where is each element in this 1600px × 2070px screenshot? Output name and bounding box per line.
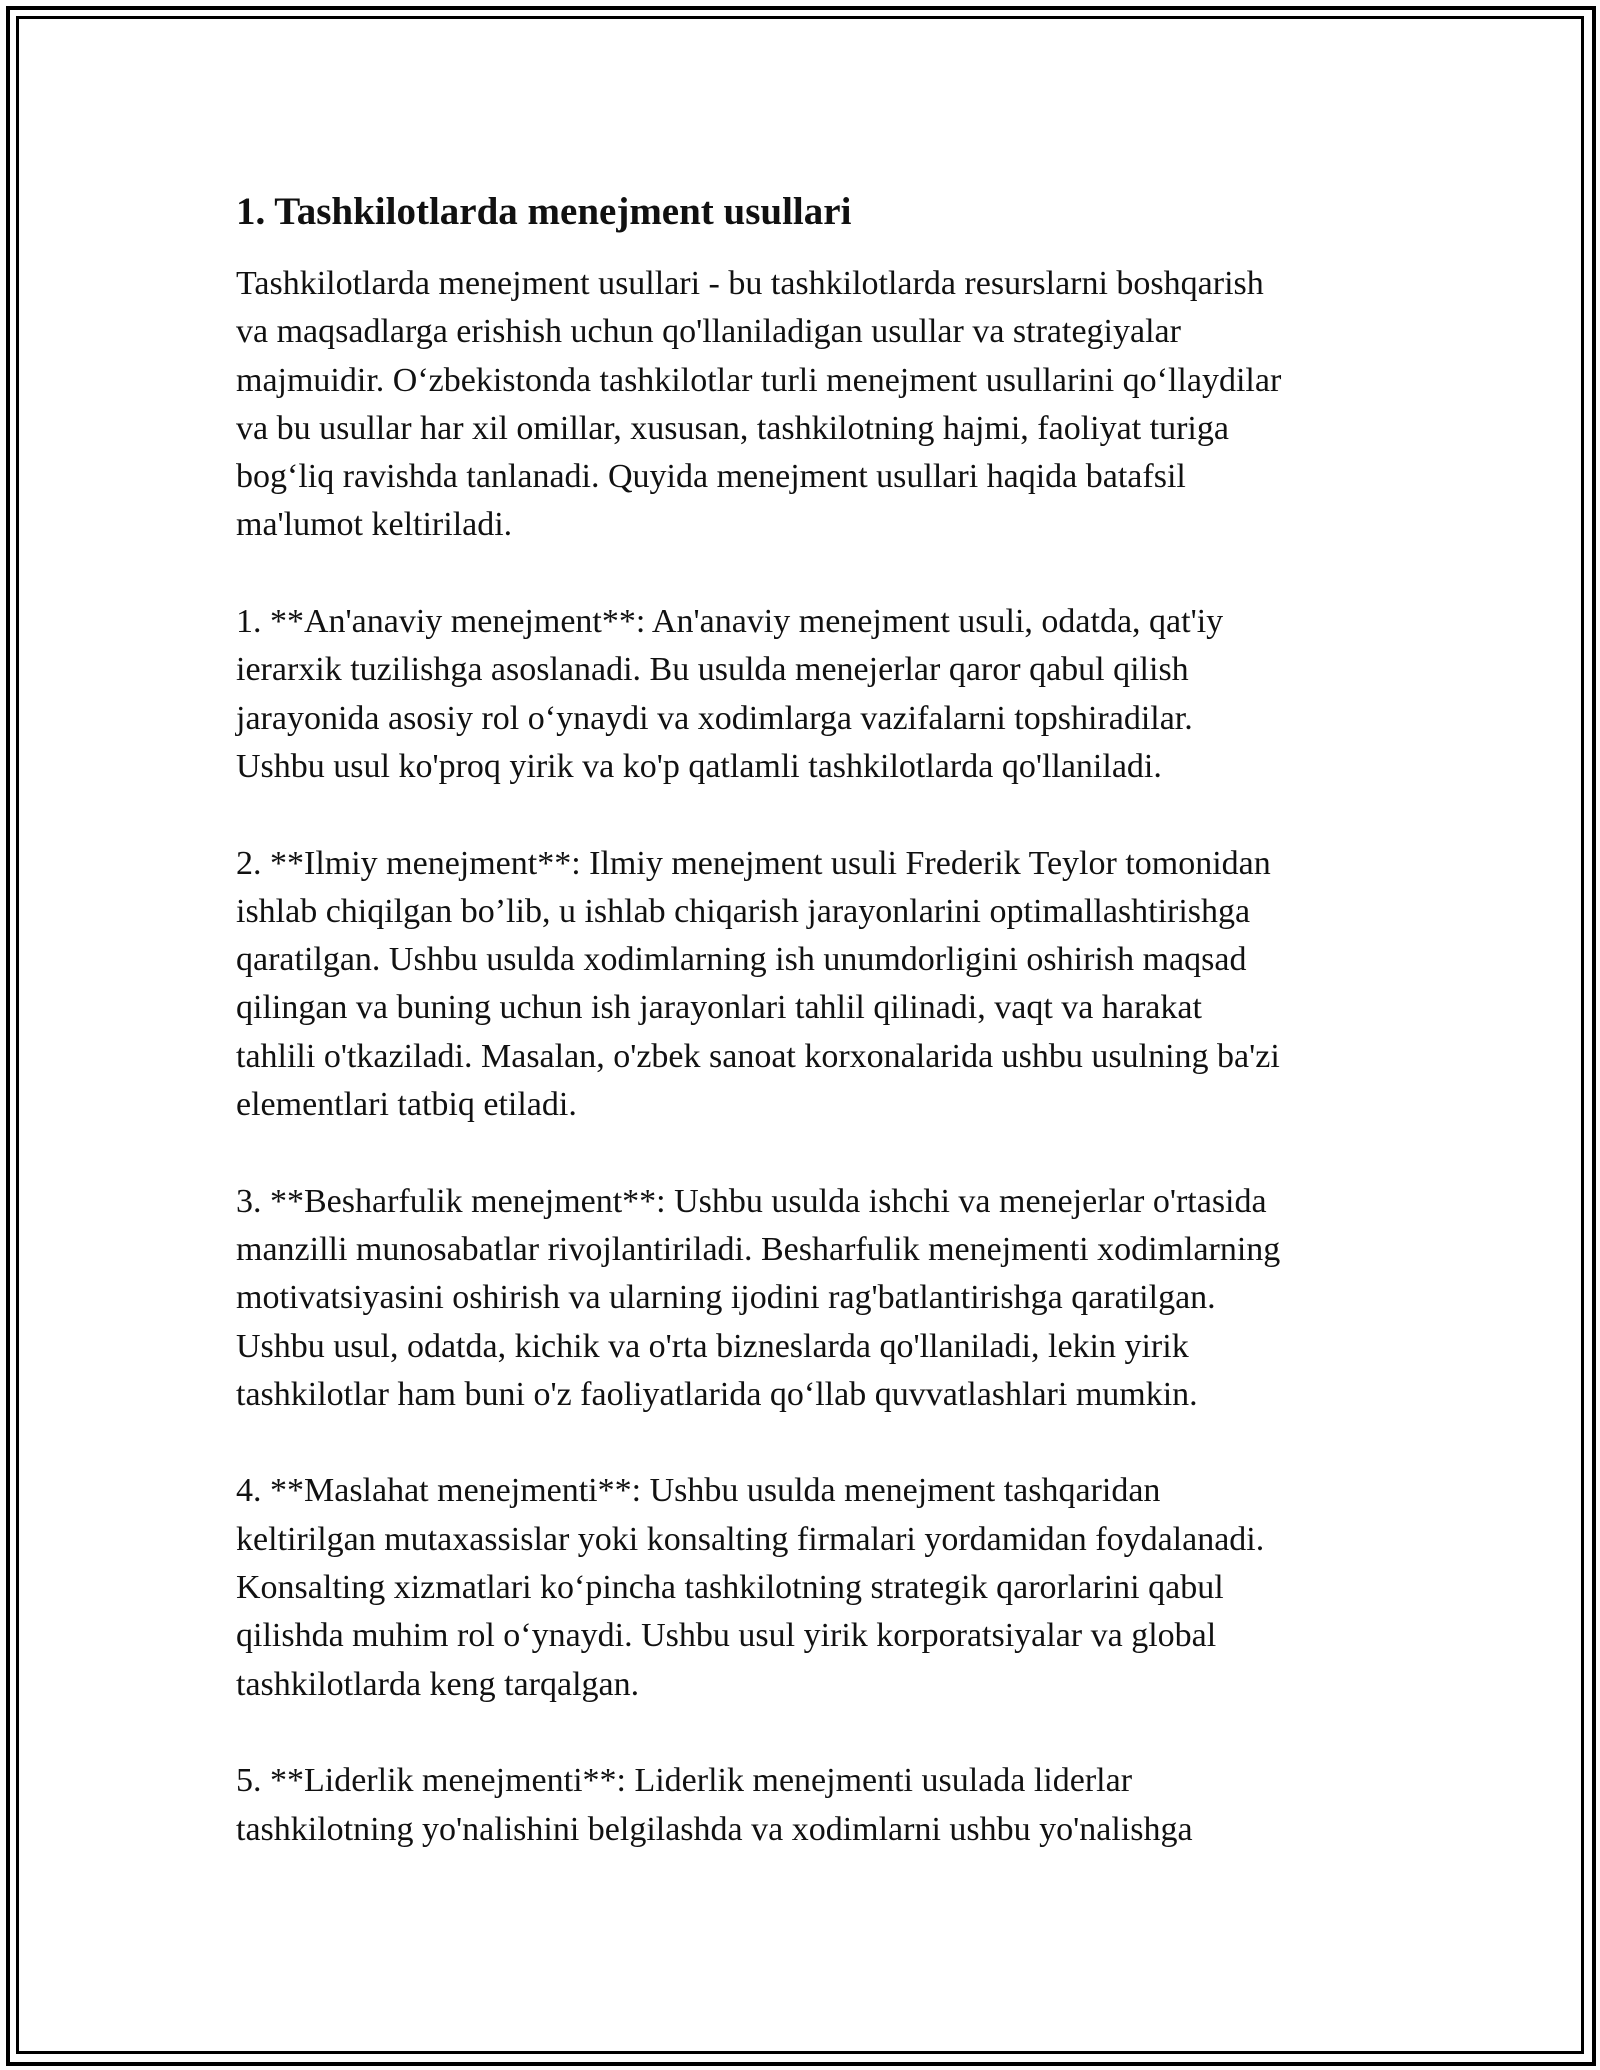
text-line: Ushbu usul, odatda, kichik va o'rta bizneslarda qo'llaniladi, lekin yirik (236, 1327, 1189, 1365)
paragraph-1 (236, 260, 1396, 550)
text-line: motivatsiyasini oshirish va ularning ijodini rag'batlantirishga qaratilgan. (236, 1279, 1216, 1317)
text-line: va maqsadlarga erishish uchun qo'llaniladigan usullar va strategiyalar (236, 313, 1181, 351)
text-line: tashkilotlarda keng tarqalgan. (236, 1665, 640, 1703)
text-line: qilingan va buning uchun ish jarayonlari tahlil qilinadi, vaqt va harakat (236, 989, 1202, 1027)
text-line: ma'lumot keltiriladi. (236, 506, 513, 544)
paragraph-5 (236, 1467, 1396, 1708)
paragraph-2 (236, 598, 1396, 791)
text-line: ishlab chiqilgan bo’lib, u ishlab chiqarish jarayonlarini optimallashtirishga (236, 892, 1251, 930)
text-line: 4. **Maslahat menejmenti**: Ushbu usulda menejment tashqaridan (236, 1472, 1161, 1510)
text-line: Ushbu usul ko'proq yirik va ko'p qatlamli tashkilotlarda qo'llaniladi. (236, 747, 1162, 785)
text-line: va bu usullar har xil omillar, xususan, tashkilotning hajmi, faoliyat turiga (236, 409, 1229, 447)
text-line: bog‘liq ravishda tanlanadi. Quyida menejment usullari haqida batafsil (236, 458, 1186, 496)
text-line: Tashkilotlarda menejment usullari - bu tashkilotlarda resurslarni boshqarish (236, 265, 1264, 302)
text-line: elementlari tatbiq etiladi. (236, 1086, 577, 1124)
paragraph-list (236, 260, 1396, 1854)
text-line: majmuidir. O‘zbekistonda tashkilotlar turli menejment usullarini qo‘llaydilar (236, 361, 1282, 399)
document-body (236, 182, 1396, 1902)
paragraph-6 (236, 1757, 1396, 1854)
text-line: tashkilotlar ham buni o'z faoliyatlarida qo‘llab quvvatlashlari mumkin. (236, 1375, 1198, 1413)
text-line: tahlili o'tkaziladi. Masalan, o'zbek sanoat korxonalarida ushbu usulning ba'zi (236, 1037, 1280, 1075)
section-heading: 1. Tashkilotlarda menejment usullari (236, 190, 852, 233)
text-line: tashkilotning yo'nalishini belgilashda va xodimlarni ushbu yo'nalishga (236, 1810, 1193, 1848)
text-line: qaratilgan. Ushbu usulda xodimlarning ish unumdorligini oshirish maqsad (236, 941, 1247, 979)
text-line: jarayonida asosiy rol o‘ynaydi va xodimlarga vazifalarni topshiradilar. (236, 699, 1193, 737)
text-line: qilishda muhim rol o‘ynaydi. Ushbu usul yirik korporatsiyalar va global (236, 1617, 1217, 1655)
text-line: 1. **An'anaviy menejment**: An'anaviy menejment usuli, odatda, qat'iy (236, 603, 1224, 641)
text-line: keltirilgan mutaxassislar yoki konsalting firmalari yordamidan foydalanadi. (236, 1520, 1265, 1558)
text-line: 3. **Besharfulik menejment**: Ushbu usulda ishchi va menejerlar o'rtasida (236, 1182, 1267, 1220)
text-line: 2. **Ilmiy menejment**: Ilmiy menejment usuli Frederik Teylor tomonidan (236, 844, 1271, 882)
text-line: ierarxik tuzilishga asoslanadi. Bu usulda menejerlar qaror qabul qilish (236, 651, 1189, 689)
paragraph-4 (236, 1178, 1396, 1419)
text-line: 5. **Liderlik menejmenti**: Liderlik menejmenti usulada liderlar (236, 1762, 1133, 1800)
paragraph-3 (236, 840, 1396, 1130)
text-line: Konsalting xizmatlari ko‘pincha tashkilotning strategik qarorlarini qabul (236, 1569, 1224, 1607)
text-line: manzilli munosabatlar rivojlantiriladi. Besharfulik menejmenti xodimlarning (236, 1230, 1281, 1268)
